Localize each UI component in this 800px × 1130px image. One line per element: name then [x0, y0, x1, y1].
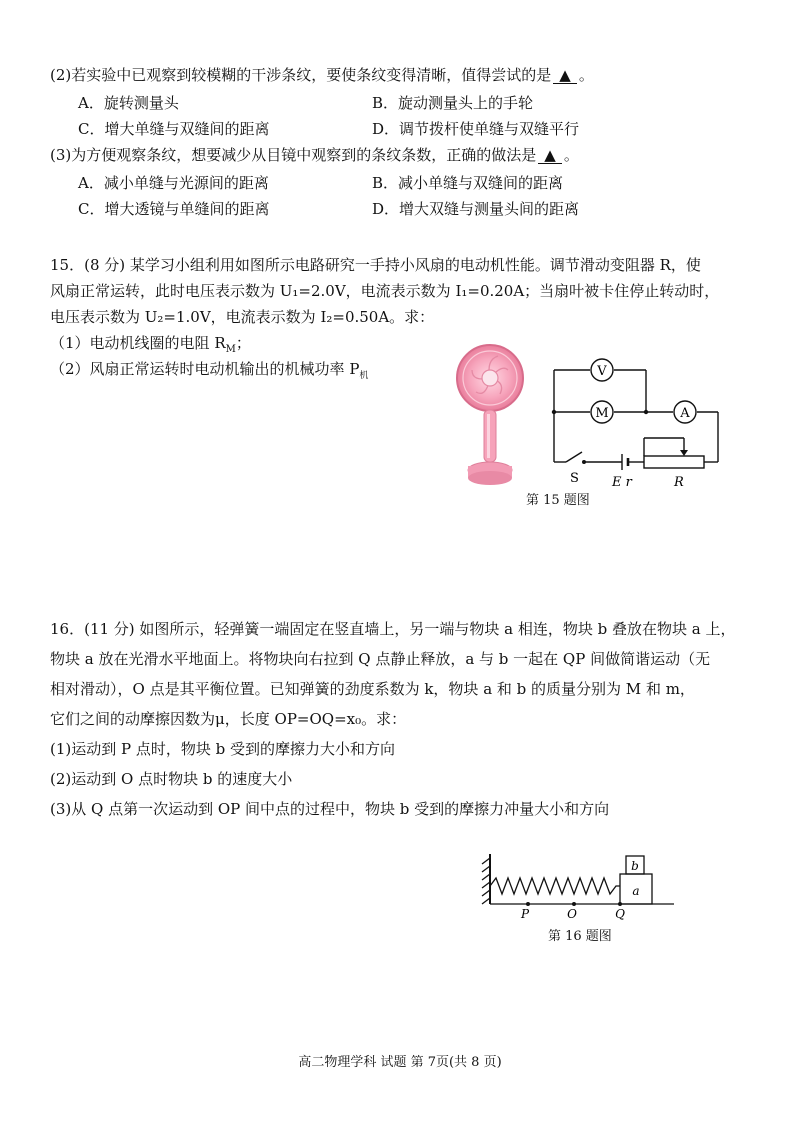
q14-sub2-option-a: A．旋转测量头 [78, 94, 179, 112]
answer-blank[interactable]: ▲ [538, 148, 562, 164]
q16-sub1: (1)运动到 P 点时，物块 b 受到的摩擦力大小和方向 [50, 740, 396, 758]
q15-sub1: （1）电动机线圈的电阻 $R_M$； [50, 334, 251, 355]
emf-label: E r [612, 475, 632, 490]
point-p-label: P [520, 907, 530, 921]
q14-sub3-option-c: C．增大透镜与单缝间的距离 [78, 200, 270, 218]
point-q-label: Q [615, 907, 625, 921]
q15-line3: 电压表示数为 U₂=1.0V，电流表示数为 I₂=0.50A。求： [50, 308, 435, 326]
spring-block-diagram [478, 848, 678, 922]
q16-line3: 相对滑动），O 点是其平衡位置。已知弹簧的劲度系数为 k，物块 a 和 b 的质量分别为 M 和 m， [50, 680, 695, 698]
circuit-diagram [548, 358, 724, 490]
q14-sub3-stem: (3)为方便观察条纹，想要减少从目镜中观察到的条纹条数，正确的做法是 ▲ 。 [50, 146, 579, 164]
q16-line4: 它们之间的动摩擦因数为μ，长度 OP=OQ=x₀。求： [50, 710, 407, 728]
answer-blank[interactable]: ▲ [553, 68, 577, 84]
point-q-marker [618, 902, 622, 906]
q16-line1: 16．(11 分) 如图所示，轻弹簧一端固定在竖直墙上，另一端与物块 a 相连，物块 b 叠放在物块 a 上， [50, 620, 736, 638]
q14-sub2-option-d: D．调节拨杆使单缝与双缝平行 [372, 120, 580, 138]
q14-sub2-option-b: B．旋动测量头上的手轮 [372, 94, 534, 112]
q14-sub3-option-a: A．减小单缝与光源间的距离 [78, 174, 269, 192]
svg-text:V: V [597, 364, 607, 379]
switch-label: S [570, 471, 579, 486]
block-a-label: a [632, 884, 640, 898]
q14-sub2-stem: (2)若实验中已观察到较模糊的干涉条纹，要使条纹变得清晰，值得尝试的是 ▲ 。 [50, 66, 594, 84]
q14-sub3-option-d: D．增大双缝与测量头间的距离 [372, 200, 580, 218]
resistor-label: R [674, 475, 684, 490]
point-o-label: O [567, 907, 577, 921]
q15-line2: 风扇正常运转，此时电压表示数为 U₁=2.0V，电流表示数为 I₁=0.20A；当扇叶被卡住停止转动时， [50, 282, 720, 300]
point-p-marker [526, 902, 530, 906]
q16-line2: 物块 a 放在光滑水平地面上。将物块向右拉到 Q 点静止释放，a 与 b 一起在 QP 间做简谐运动（无 [50, 650, 711, 668]
block-b-label: b [631, 859, 639, 873]
q14-sub2-option-c: C．增大单缝与双缝间的距离 [78, 120, 270, 138]
q15-sub2: （2）风扇正常运转时电动机输出的机械功率 $P_机$ [50, 360, 369, 381]
point-o-marker [572, 902, 576, 906]
svg-text:M: M [595, 406, 609, 421]
ammeter-icon [674, 401, 696, 423]
q16-sub3: (3)从 Q 点第一次运动到 OP 间中点的过程中，物块 b 受到的摩擦力冲量大小和方向 [50, 800, 610, 818]
slider-arrow-icon [680, 450, 688, 456]
motor-icon [591, 401, 613, 423]
fan-illustration [450, 342, 530, 488]
svg-text:A: A [680, 406, 690, 421]
page-footer: 高二物理学科 试题 第 7页(共 8 页) [298, 1055, 502, 1070]
q16-sub2: (2)运动到 O 点时物块 b 的速度大小 [50, 770, 293, 788]
q14-sub3-option-b: B．减小单缝与双缝间的距离 [372, 174, 564, 192]
q15-line1: 15．(8 分) 某学习小组利用如图所示电路研究一手持小风扇的电动机性能。调节滑动变阻器 R，使 [50, 256, 701, 274]
q16-figure-caption: 第 16 题图 [548, 929, 612, 944]
voltmeter-icon [591, 359, 613, 381]
q15-figure-caption: 第 15 题图 [526, 493, 590, 508]
